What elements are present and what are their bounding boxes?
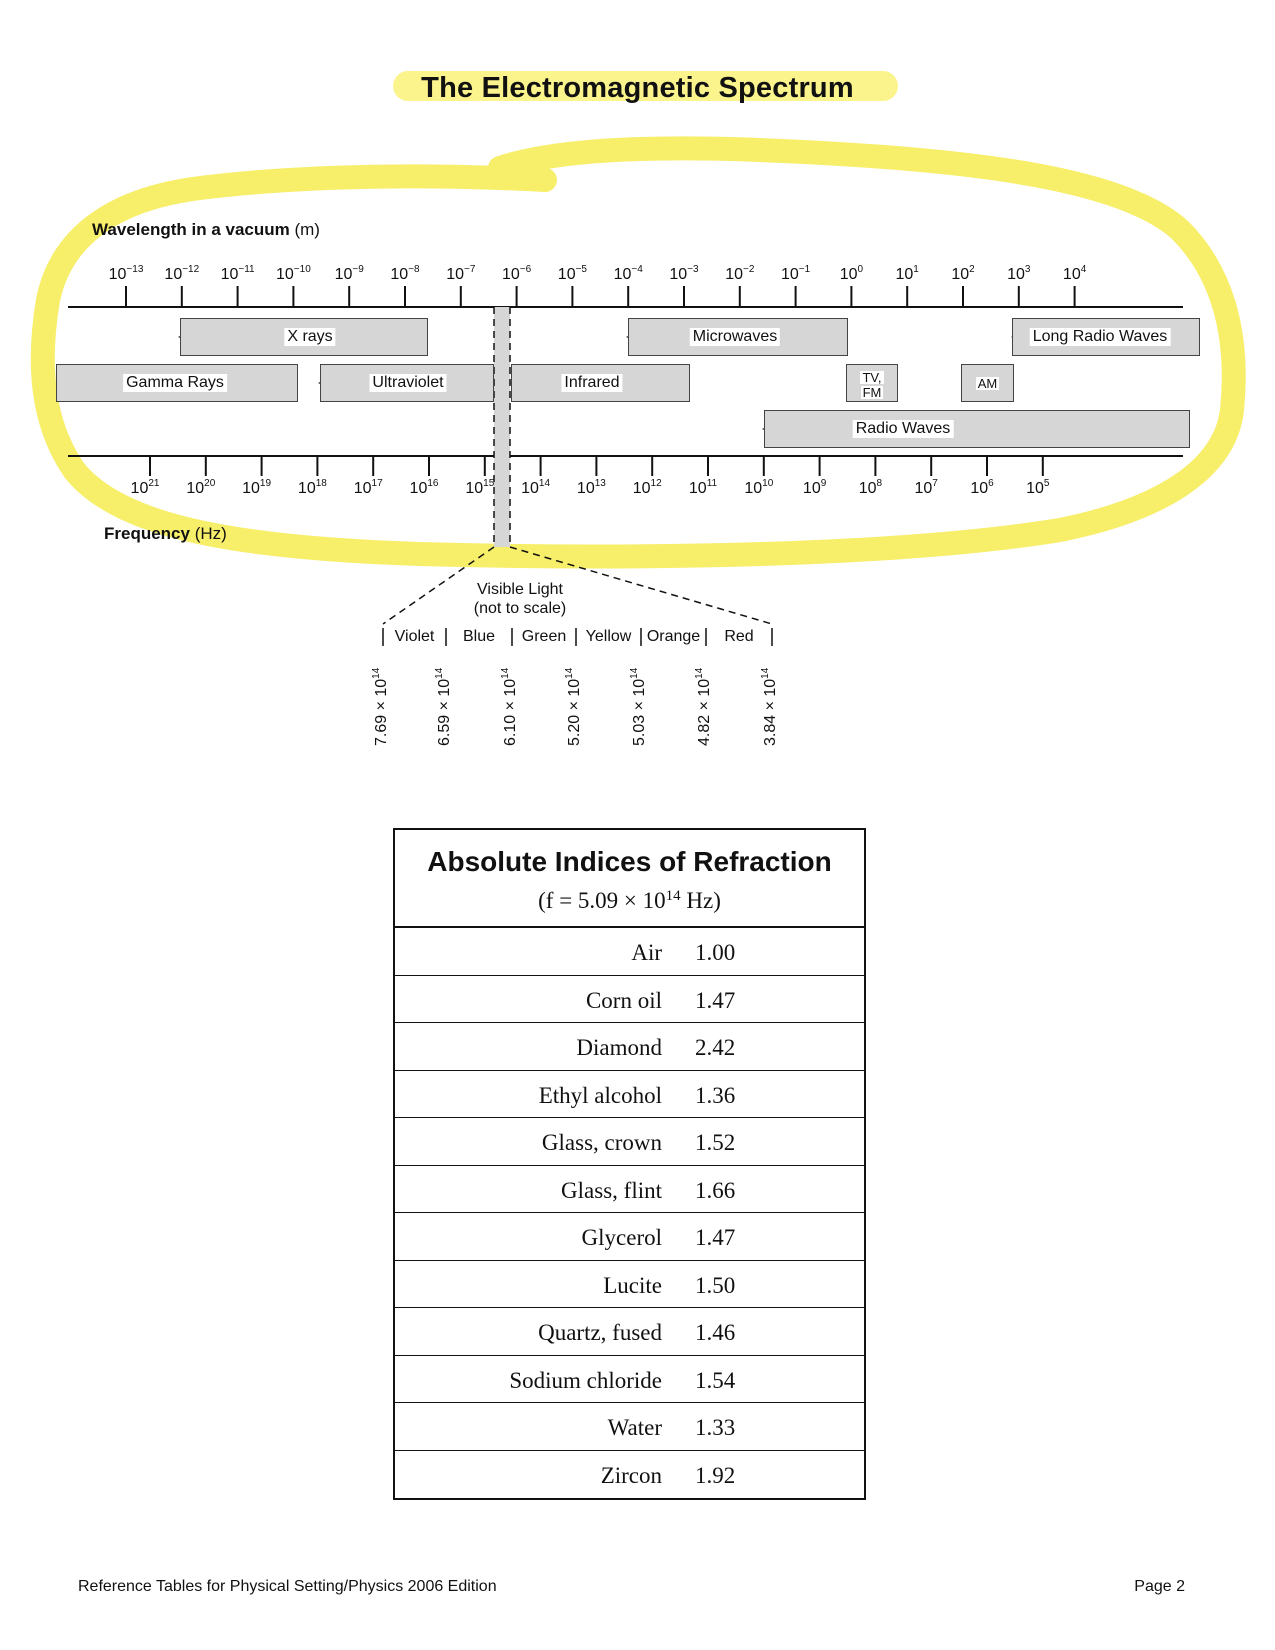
wavelength-tick-label: $10^{-7}$ <box>446 264 476 283</box>
frequency-tick-label: $10^{10}$ <box>744 478 774 497</box>
frequency-tick-label: $10^{18}$ <box>297 478 327 497</box>
band-tv-fm-line1: TV, <box>862 370 882 385</box>
wavelength-tick-label: $10^{-13}$ <box>108 264 144 283</box>
table-row <box>395 1451 864 1499</box>
wavelength-tick-label: $10^{-6}$ <box>501 264 532 283</box>
wavelength-tick-label: $10^3$ <box>1007 264 1031 283</box>
material-name: Corn oil <box>585 987 662 1013</box>
table-row <box>395 1356 864 1404</box>
wavelength-tick-label: $10^{-2}$ <box>725 264 755 283</box>
frequency-tick-label: $10^8$ <box>858 478 883 497</box>
refraction-index: 1.66 <box>695 1177 736 1203</box>
table-row <box>395 1213 864 1261</box>
table-row <box>395 976 864 1024</box>
material-name: Diamond <box>576 1035 662 1060</box>
visible-boundary-frequency: $5.03 \times 10^{14}$ <box>629 667 648 746</box>
refraction-table <box>393 828 866 1500</box>
wavelength-tick-label: $10^{-1}$ <box>780 264 811 283</box>
material-name: Sodium chloride <box>509 1367 662 1393</box>
band-tv-fm <box>846 364 898 402</box>
frequency-tick-label: $10^5$ <box>1026 478 1050 497</box>
frequency-tick-label: $10^{13}$ <box>576 478 606 497</box>
refraction-index: 1.52 <box>695 1130 736 1155</box>
material-name: Air <box>631 940 662 965</box>
wavelength-tick-label: $10^0$ <box>839 264 864 283</box>
frequency-tick-label: $10^9$ <box>802 478 827 497</box>
footer-page-number: Page 2 <box>1134 1578 1185 1595</box>
refraction-table-body <box>395 928 864 1498</box>
visible-boundary-frequency: $6.59 \times 10^{14}$ <box>434 667 453 746</box>
visible-color-label: Blue <box>462 628 496 645</box>
table-row <box>395 1308 864 1356</box>
wavelength-tick-label: $10^{-9}$ <box>334 264 364 283</box>
page-title: The Electromagnetic Spectrum <box>421 72 854 104</box>
frequency-tick-label: $10^{16}$ <box>409 478 439 497</box>
visible-color-label: Green <box>521 628 567 645</box>
band-ultraviolet-label: Ultraviolet <box>369 374 446 392</box>
wavelength-ticks <box>126 286 1075 307</box>
frequency-tick-label: $10^7$ <box>914 478 938 497</box>
visible-color-label: Orange <box>646 628 701 645</box>
visible-boundary-frequency: $7.69 \times 10^{14}$ <box>371 667 390 746</box>
refraction-table-title: Absolute Indices of Refraction <box>427 846 832 877</box>
table-row <box>395 1118 864 1166</box>
band-am <box>961 364 1014 402</box>
material-name: Glass, crown <box>541 1130 662 1155</box>
wavelength-tick-label: $10^{-11}$ <box>220 264 255 283</box>
refraction-index: 1.00 <box>695 940 736 965</box>
frequency-tick-label: $10^{17}$ <box>353 478 383 497</box>
wavelength-tick-label: $10^1$ <box>895 264 919 283</box>
refraction-index: 1.36 <box>695 1082 736 1108</box>
refraction-index: 2.42 <box>695 1035 736 1060</box>
table-row <box>395 1261 864 1309</box>
table-row <box>395 1403 864 1451</box>
refraction-table-header <box>395 830 864 928</box>
frequency-axis-label: Frequency (Hz) <box>104 524 227 543</box>
refraction-index: 1.50 <box>695 1272 736 1298</box>
band-tv-fm-line2: FM <box>862 385 882 400</box>
band-gamma-rays-label: Gamma Rays <box>123 374 227 392</box>
frequency-tick-label: $10^6$ <box>970 478 994 497</box>
frequency-tick-label: $10^{15}$ <box>465 478 495 497</box>
refraction-index: 1.47 <box>695 1225 736 1250</box>
visible-color-separators <box>383 628 772 646</box>
material-name: Lucite <box>603 1272 662 1298</box>
wavelength-tick-label: $10^{-4}$ <box>613 264 643 283</box>
frequency-tick-label: $10^{14}$ <box>521 478 551 497</box>
table-row <box>395 1071 864 1119</box>
visible-boundary-frequency: $3.84 \times 10^{14}$ <box>760 667 779 746</box>
visible-light-caption: Visible Light (not to scale) <box>473 581 567 617</box>
refraction-index: 1.46 <box>695 1320 736 1345</box>
visible-color-label: Yellow <box>585 628 632 645</box>
visible-boundary-frequency: $5.20 \times 10^{14}$ <box>564 667 583 746</box>
refraction-index: 1.54 <box>695 1367 736 1393</box>
band-microwaves-label: Microwaves <box>690 328 780 346</box>
wavelength-tick-label: $10^2$ <box>951 264 975 283</box>
wavelength-tick-label: $10^{-8}$ <box>390 264 420 283</box>
refraction-index: 1.92 <box>695 1462 736 1488</box>
wavelength-tick-label: $10^{-10}$ <box>276 264 311 283</box>
frequency-tick-label: $10^{19}$ <box>242 478 272 497</box>
material-name: Glass, flint <box>561 1177 662 1203</box>
visible-color-label: Red <box>724 628 754 645</box>
band-am-label: AM <box>977 376 998 391</box>
wavelength-tick-label: $10^{-5}$ <box>557 264 587 283</box>
refraction-table-subtitle: ($f = 5.09 \times 10^{14}$ Hz) <box>538 888 721 913</box>
band-long-radio-waves-label: Long Radio Waves <box>1030 328 1171 346</box>
material-name: Water <box>607 1415 662 1440</box>
visible-color-label: Violet <box>394 628 435 645</box>
table-row <box>395 1023 864 1071</box>
band-radio-waves <box>764 410 1190 448</box>
visible-boundary-frequency: $6.10 \times 10^{14}$ <box>500 667 519 746</box>
frequency-tick-label: $10^{12}$ <box>632 478 662 497</box>
frequency-tick-label: $10^{20}$ <box>186 478 216 497</box>
table-row <box>395 1166 864 1214</box>
footer-edition: Reference Tables for Physical Setting/Physics 2006 Edition <box>78 1578 497 1595</box>
material-name: Quartz, fused <box>538 1320 662 1345</box>
refraction-index: 1.47 <box>695 987 736 1013</box>
wavelength-tick-label: $10^{-3}$ <box>669 264 699 283</box>
wavelength-tick-label: $10^4$ <box>1062 264 1087 283</box>
band-x-rays-label: X rays <box>284 328 335 346</box>
em-spectrum-diagram <box>0 0 1275 780</box>
refraction-index: 1.33 <box>695 1415 736 1440</box>
visible-boundary-frequency: $4.82 \times 10^{14}$ <box>694 667 713 746</box>
wavelength-tick-label: $10^{-12}$ <box>164 264 200 283</box>
frequency-tick-label: $10^{11}$ <box>688 478 718 497</box>
material-name: Zircon <box>600 1462 662 1488</box>
material-name: Glycerol <box>581 1225 662 1250</box>
frequency-tick-label: $10^{21}$ <box>130 478 160 497</box>
band-infrared-label: Infrared <box>561 374 622 392</box>
material-name: Ethyl alcohol <box>538 1082 662 1108</box>
wavelength-axis-label: Wavelength in a vacuum (m) <box>92 220 320 239</box>
band-radio-waves-label: Radio Waves <box>853 420 954 438</box>
frequency-ticks <box>150 456 1043 476</box>
table-row <box>395 928 864 976</box>
visible-light-strip <box>494 307 510 547</box>
